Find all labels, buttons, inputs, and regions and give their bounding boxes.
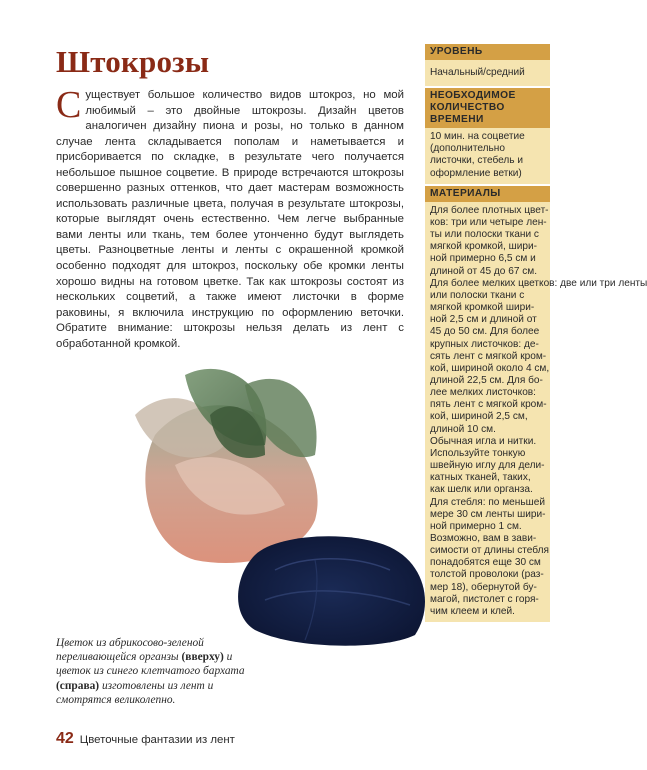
materials-line: катных тканей, таких, [430, 472, 531, 484]
materials-line: Используйте тонкую [430, 447, 526, 459]
materials-line: симости от длины стебля [430, 545, 549, 557]
materials-line: ной 2,5 см и длиной от [430, 314, 537, 326]
caption-bold: (вверху) [181, 651, 224, 664]
materials-line: ков: три или четыре лен- [430, 216, 547, 228]
materials-line: пять лент с мягкой кром- [430, 399, 547, 411]
materials-line: или полоски ткани с [430, 289, 525, 301]
materials-line: магой, пистолет с горя- [430, 593, 539, 605]
materials-line: длиной 10 см. [430, 423, 496, 435]
materials-line: кой, шириной 2,5 см, [430, 411, 528, 423]
materials-line: швейную иглу для дели- [430, 460, 545, 472]
flowers-photo [115, 355, 435, 645]
photo-caption [56, 636, 246, 707]
apricot-flower [135, 369, 318, 563]
level-heading: УРОВЕНЬ [425, 44, 550, 60]
materials-line: Обычная игла и нитки. [430, 435, 537, 447]
materials-line: Для более мелких цветков: две или три ленты [430, 277, 647, 289]
materials-line: Для стебля: по меньшей [430, 496, 545, 508]
materials-line: длиной 22,5 см. Для бо- [430, 374, 543, 386]
materials-line: сять лент с мягкой кром- [430, 350, 547, 362]
intro-paragraph [56, 84, 404, 352]
time-value: 10 мин. на соцветие (дополнительно листочки, стебель и оформление ветки) [425, 128, 550, 184]
materials-line: мере 30 см ленты шири- [430, 508, 546, 520]
materials-line: мер 18), обернутой бу- [430, 581, 537, 593]
materials-line: ной примерно 1 см. [430, 520, 522, 532]
materials-heading: МАТЕРИАЛЫ [425, 186, 550, 202]
materials-line: чим клеем и клей. [430, 605, 515, 617]
materials-line: Возможно, вам в зави- [430, 533, 537, 544]
materials-line: кой, шириной около 4 см, [430, 362, 550, 374]
materials-line: крупных листочков: де- [430, 338, 539, 350]
intro-text: уществует большое количество видов штокроз, но мой любимый – это двойные штокрозы. Дизайн цветов аналогичен дизайну пиона и розы, но только в данном случае лента складывается пополам и наметывается и присборивается по складке, в результате чего получается небольшое пышное соцветие. В природе встречаются штокрозы совершенно разных оттенков, что дает мастерам возможность использовать различные цвета, получая в результате штокрозы, которые выглядят очень естественно. Чем легче выбранные вами ленты или ткань, тем более утонченно будут выглядеть цветы. Разноцветные ленты и ленты с окрашенной кромкой особенно подходят для штокроз, поскольку обе кромки ленты хорошо видны на готовом цветке. Так как штокрозы состоят из нескольких соцветий, а также имеют листочки в форме раковины, я включила инструкцию по оформлению веточки. Обратите внимание: штокрозы нельзя делать из лент с обработанной кромкой. [56, 89, 404, 350]
materials-line: толстой проволоки (раз- [430, 569, 544, 581]
page-number: 42 [56, 730, 74, 747]
book-title: Цветочные фантазии из лент [79, 734, 235, 746]
materials-line: ной примерно 6,5 см и [430, 253, 536, 265]
page-title: Штокрозы [56, 44, 210, 79]
materials-line: мягкой кромкой, шири- [430, 241, 537, 253]
materials-list [425, 202, 647, 622]
materials-line: 45 до 50 см. Для более [430, 326, 540, 338]
blue-velvet-flower [238, 536, 425, 645]
caption-text: изготовлены из лент и смотрятся великолепно. [56, 679, 214, 706]
page-footer [56, 730, 235, 748]
materials-line: Для более плотных цвет- [430, 204, 549, 216]
materials-line: как шелк или органза. [430, 484, 533, 496]
materials-line: мягкой кромкой шири- [430, 302, 535, 314]
caption-text: и цветок из синего клетчатого бархата [56, 651, 245, 678]
time-heading: НЕОБХОДИМОЕ КОЛИЧЕСТВО ВРЕМЕНИ [425, 88, 550, 128]
drop-cap: С [56, 84, 82, 126]
materials-line: понадобятся еще 30 см [430, 557, 541, 569]
materials-line: лее мелких листочков: [430, 387, 536, 399]
caption-bold: (справа) [56, 679, 100, 692]
level-value: Начальный/средний [425, 60, 550, 86]
caption-text: Цветок из абрикосово-зеленой переливающейся органзы [56, 637, 204, 664]
materials-line: ты или полоски ткани с [430, 229, 539, 241]
info-sidebar [425, 44, 647, 622]
materials-line: длиной от 45 до 67 см. [430, 265, 538, 277]
